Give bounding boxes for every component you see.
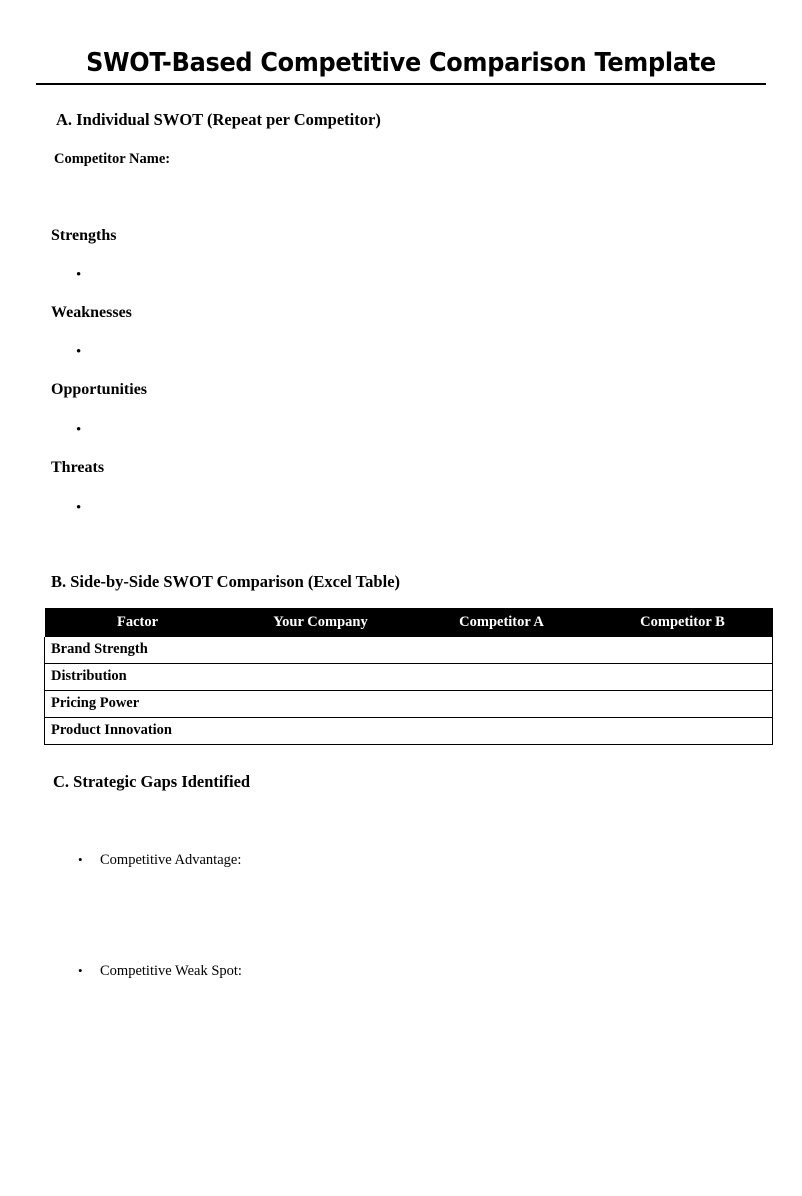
cell-competitor-a[interactable] — [411, 637, 593, 664]
table-row — [45, 637, 773, 664]
swot-heading-strengths: Strengths — [51, 227, 117, 244]
column-header-competitor-a: Competitor A — [411, 608, 593, 637]
section-b-heading: B. Side-by-Side SWOT Comparison (Excel Table) — [51, 572, 401, 591]
bullet-icon — [78, 962, 100, 980]
cell-your-company[interactable] — [231, 664, 411, 691]
table-row — [45, 664, 773, 691]
title-divider — [36, 83, 766, 85]
cell-your-company[interactable] — [231, 718, 411, 745]
section-c-heading: C. Strategic Gaps Identified — [53, 772, 251, 791]
bullet-icon — [78, 851, 100, 869]
gap-item-label: Competitive Weak Spot: — [100, 963, 242, 979]
table-body — [45, 637, 773, 745]
cell-your-company[interactable] — [231, 691, 411, 718]
column-header-your-company: Your Company — [231, 608, 411, 637]
cell-competitor-a[interactable] — [411, 718, 593, 745]
swot-comparison-table — [44, 608, 773, 745]
cell-factor: Pricing Power — [45, 691, 231, 718]
column-header-factor: Factor — [45, 608, 231, 637]
gap-item-label: Competitive Advantage: — [100, 852, 242, 868]
cell-competitor-a[interactable] — [411, 664, 593, 691]
cell-competitor-b[interactable] — [593, 718, 773, 745]
swot-bullet-strengths — [76, 270, 86, 280]
cell-competitor-b[interactable] — [593, 637, 773, 664]
column-header-competitor-b: Competitor B — [593, 608, 773, 637]
gap-item-competitive-weak-spot — [78, 962, 242, 980]
section-a-heading: A. Individual SWOT (Repeat per Competitor) — [56, 110, 381, 129]
swot-bullet-opportunities — [76, 425, 86, 435]
table-row — [45, 718, 773, 745]
cell-factor: Brand Strength — [45, 637, 231, 664]
competitor-name-label: Competitor Name: — [54, 151, 171, 167]
cell-factor: Product Innovation — [45, 718, 231, 745]
swot-heading-opportunities: Opportunities — [51, 381, 148, 398]
title-block — [36, 48, 766, 85]
cell-competitor-a[interactable] — [411, 691, 593, 718]
table-row — [45, 691, 773, 718]
cell-competitor-b[interactable] — [593, 664, 773, 691]
cell-your-company[interactable] — [231, 637, 411, 664]
table-header — [45, 608, 773, 637]
page-title: SWOT-Based Competitive Comparison Template — [86, 48, 716, 78]
cell-factor: Distribution — [45, 664, 231, 691]
gap-item-competitive-advantage — [78, 851, 241, 869]
swot-bullet-weaknesses — [76, 347, 86, 357]
swot-heading-weaknesses: Weaknesses — [51, 304, 132, 321]
cell-competitor-b[interactable] — [593, 691, 773, 718]
swot-bullet-threats — [76, 503, 86, 513]
swot-heading-threats: Threats — [51, 459, 105, 476]
table-header-row — [45, 608, 773, 637]
